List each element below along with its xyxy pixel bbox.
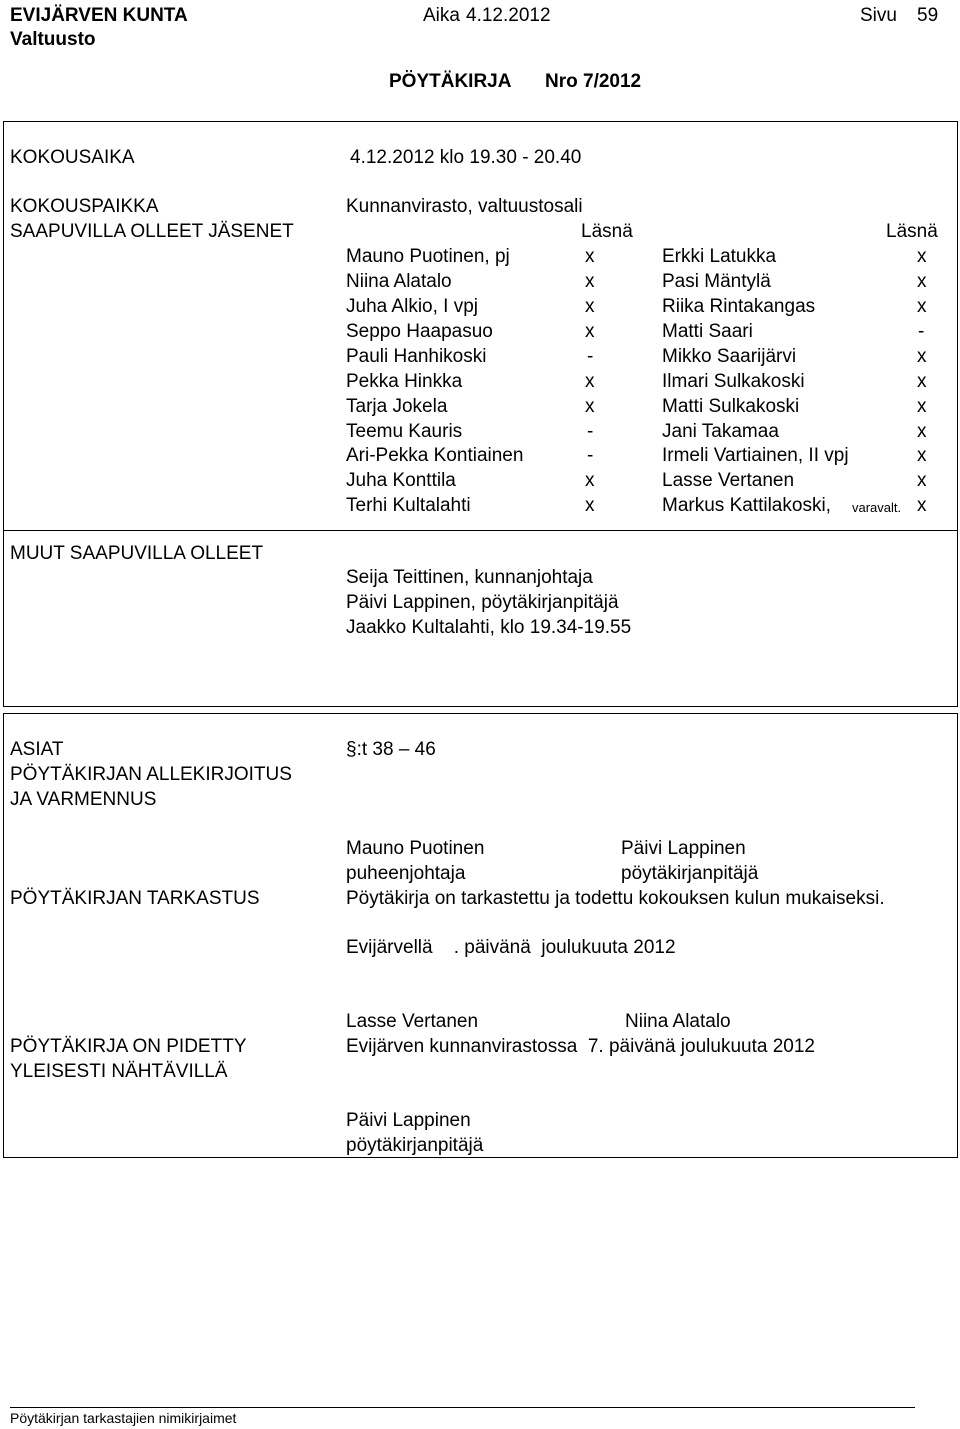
reviewer-name: Niina Alatalo: [625, 1011, 731, 1032]
member-left-mark: -: [587, 421, 594, 442]
date-value: 4.12.2012: [466, 5, 551, 26]
box2-bottom-border: [3, 1157, 958, 1158]
member-right-mark: x: [917, 296, 927, 317]
member-right-name: Ilmari Sulkakoski: [662, 371, 805, 392]
member-left-mark: x: [585, 470, 595, 491]
box1-bottom-border: [3, 706, 958, 707]
member-left-mark: x: [585, 371, 595, 392]
meeting-place-label: KOKOUSPAIKKA: [10, 196, 159, 217]
member-right-mark: x: [917, 470, 927, 491]
date-label: Aika: [423, 5, 460, 26]
meeting-time-label: KOKOUSAIKA: [10, 147, 135, 168]
member-right-mark: x: [917, 495, 927, 516]
public-label: YLEISESTI NÄHTÄVILLÄ: [10, 1061, 228, 1082]
member-right-name: Lasse Vertanen: [662, 470, 795, 491]
box1-right-border: [957, 121, 958, 707]
member-left-name: Pekka Hinkka: [346, 371, 463, 392]
member-right-mark: x: [917, 445, 927, 466]
member-left-mark: x: [585, 246, 595, 267]
doc-title: PÖYTÄKIRJA: [389, 71, 512, 92]
member-left-mark: -: [587, 346, 594, 367]
chair-name: Mauno Puotinen: [346, 838, 485, 859]
footer-text: Pöytäkirjan tarkastajien nimikirjaimet: [10, 1410, 237, 1426]
member-right-name: Matti Sulkakoski: [662, 396, 800, 417]
public-signer-role: pöytäkirjanpitäjä: [346, 1135, 484, 1156]
review-place-date: Evijärvellä . päivänä joulukuuta 2012: [346, 937, 676, 958]
page-number: 59: [917, 5, 939, 26]
member-left-mark: x: [585, 321, 595, 342]
footer-line: [10, 1407, 915, 1408]
others-line: Jaakko Kultalahti, klo 19.34-19.55: [346, 617, 632, 638]
member-right-mark: x: [917, 371, 927, 392]
member-right-name: Mikko Saarijärvi: [662, 346, 797, 367]
member-right-name: Pasi Mäntylä: [662, 271, 771, 292]
member-left-name: Juha Konttila: [346, 470, 456, 491]
doc-number: Nro 7/2012: [545, 71, 642, 92]
signing-label: PÖYTÄKIRJAN ALLEKIRJOITUS: [10, 764, 292, 785]
others-label: MUUT SAAPUVILLA OLLEET: [10, 543, 264, 564]
member-right-mark: x: [917, 346, 927, 367]
signing-label: JA VARMENNUS: [10, 789, 157, 810]
member-right-name: Matti Saari: [662, 321, 753, 342]
members-label: SAAPUVILLA OLLEET JÄSENET: [10, 221, 294, 242]
chair-role: puheenjohtaja: [346, 863, 466, 884]
review-statement: Pöytäkirja on tarkastettu ja todettu kokouksen kulun mukaiseksi.: [346, 888, 885, 909]
member-right-note: varavalt.: [852, 500, 902, 515]
member-right-name: Riika Rintakangas: [662, 296, 816, 317]
secretary-role: pöytäkirjanpitäjä: [621, 863, 759, 884]
public-statement: Evijärven kunnanvirastossa 7. päivänä joulukuuta 2012: [346, 1036, 815, 1057]
member-right-mark: x: [917, 421, 927, 442]
present-header-right: Läsnä: [886, 221, 938, 242]
member-left-mark: -: [587, 445, 594, 466]
member-left-name: Juha Alkio, I vpj: [346, 296, 479, 317]
member-right-name: Jani Takamaa: [662, 421, 779, 442]
member-left-name: Teemu Kauris: [346, 421, 463, 442]
member-right-name: Irmeli Vartiainen, II vpj: [662, 445, 849, 466]
members-divider: [3, 530, 958, 531]
present-header-left: Läsnä: [581, 221, 633, 242]
member-left-name: Pauli Hanhikoski: [346, 346, 487, 367]
box1-left-border: [3, 121, 4, 707]
body-name: Valtuusto: [10, 29, 96, 50]
member-right-mark: x: [917, 246, 927, 267]
items-label: ASIAT: [10, 739, 64, 760]
member-left-name: Seppo Haapasuo: [346, 321, 493, 342]
others-line: Seija Teittinen, kunnanjohtaja: [346, 567, 593, 588]
review-label: PÖYTÄKIRJAN TARKASTUS: [10, 888, 260, 909]
member-left-mark: x: [585, 296, 595, 317]
member-right-mark: x: [917, 396, 927, 417]
municipality-name: EVIJÄRVEN KUNTA: [10, 5, 188, 26]
member-right-mark: x: [917, 271, 927, 292]
box2-left-border: [3, 713, 4, 1158]
page-label: Sivu: [860, 5, 897, 26]
box2-top-border: [3, 713, 958, 714]
box1-top-border: [3, 121, 958, 122]
member-left-name: Tarja Jokela: [346, 396, 448, 417]
others-line: Päivi Lappinen, pöytäkirjanpitäjä: [346, 592, 619, 613]
member-right-name: Markus Kattilakoski,: [662, 495, 831, 516]
secretary-name: Päivi Lappinen: [621, 838, 746, 859]
member-right-mark: -: [918, 321, 925, 342]
meeting-place-value: Kunnanvirasto, valtuustosali: [346, 196, 583, 217]
member-right-name: Erkki Latukka: [662, 246, 777, 267]
member-left-name: Mauno Puotinen, pj: [346, 246, 510, 267]
member-left-mark: x: [585, 495, 595, 516]
public-signer-name: Päivi Lappinen: [346, 1110, 471, 1131]
meeting-time-value: 4.12.2012 klo 19.30 - 20.40: [350, 147, 582, 168]
member-left-mark: x: [585, 271, 595, 292]
public-label: PÖYTÄKIRJA ON PIDETTY: [10, 1036, 247, 1057]
box2-right-border: [957, 713, 958, 1158]
items-value: §:t 38 – 46: [346, 739, 436, 760]
member-left-name: Terhi Kultalahti: [346, 495, 471, 516]
reviewer-name: Lasse Vertanen: [346, 1011, 479, 1032]
member-left-name: Ari-Pekka Kontiainen: [346, 445, 524, 466]
member-left-mark: x: [585, 396, 595, 417]
member-left-name: Niina Alatalo: [346, 271, 452, 292]
